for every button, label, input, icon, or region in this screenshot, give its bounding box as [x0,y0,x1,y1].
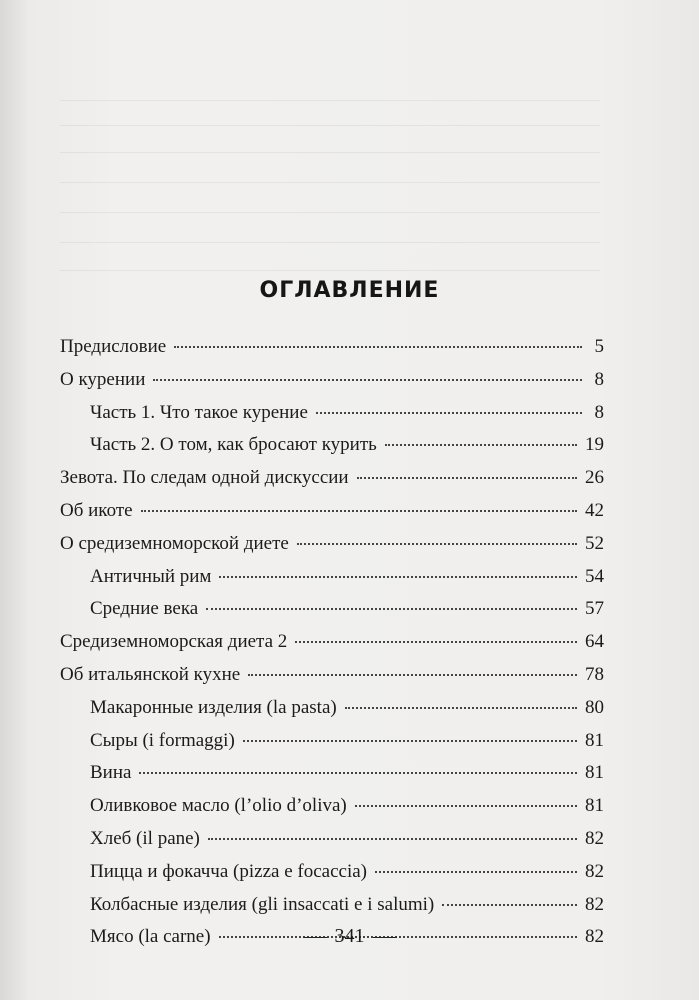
toc-entry-title: Часть 1. Что такое курение [90,401,308,423]
page-number: 341 [334,925,365,947]
toc-entry-page: 81 [585,729,604,751]
toc-leader-dots [442,904,577,906]
toc-leader-dots [297,543,577,545]
toc-entry-page: 8 [594,401,604,423]
toc-entry [60,790,604,823]
table-of-contents [60,331,604,954]
page-number-footer [0,925,699,948]
toc-entry-page: 64 [585,631,604,653]
toc-leader-dots [141,510,577,512]
toc-leader-dots [208,838,577,840]
toc-entry [60,593,604,626]
toc-entry-page: 8 [594,368,604,390]
toc-entry-page: 26 [585,467,604,489]
toc-leader-dots [153,379,582,381]
toc-entry-page: 82 [585,893,604,915]
toc-entry-title: Мясо (la carne) [90,926,211,948]
toc-entry [60,331,604,364]
toc-entry [60,889,604,922]
toc-entry-title: Средиземноморская диета 2 [60,631,288,653]
page-title: ОГЛАВЛЕНИЕ [259,278,440,303]
toc-entry-page: 5 [594,336,604,357]
toc-entry [60,626,604,659]
toc-leader-dots [139,772,577,774]
toc-entry-page: 81 [585,795,604,817]
toc-leader-dots [316,412,582,414]
toc-entry [60,725,604,758]
toc-entry-page: 78 [585,663,604,685]
toc-entry [60,495,604,528]
toc-entry-page: 54 [585,565,604,587]
toc-entry-page: 82 [585,827,604,849]
toc-entry-title: Оливковое масло (l’olio d’oliva) [90,795,347,817]
toc-entry [60,823,604,856]
toc-leader-dots [375,871,577,873]
toc-entry [60,561,604,594]
toc-leader-dots [174,346,582,348]
toc-entry [60,429,604,462]
toc-leader-dots [248,674,577,676]
toc-entry-title: Колбасные изделия (gli insaccati e i salumi) [90,893,435,915]
toc-entry-title: О курении [60,368,146,390]
toc-entry-title: Средние века [90,598,199,620]
toc-leader-dots [355,805,577,807]
toc-entry-title: О средиземноморской диете [60,532,289,554]
folio-dash-right [373,937,397,938]
toc-entry-title: Вина [90,762,132,784]
toc-entry [60,692,604,725]
toc-entry-page: 42 [585,499,604,521]
toc-leader-dots [295,641,577,643]
toc-entry [60,659,604,692]
toc-leader-dots [345,707,577,709]
toc-entry-title: Пицца и фокачча (pizza e focaccia) [90,860,367,882]
toc-entry-title: Об итальянской кухне [60,663,241,685]
toc-entry [60,462,604,495]
toc-leader-dots [206,608,577,610]
toc-entry [60,364,604,397]
toc-entry-title: Об икоте [60,499,133,521]
toc-entry-title: Макаронные изделия (la pasta) [90,696,337,718]
toc-leader-dots [357,477,577,479]
toc-entry-page: 80 [585,696,604,718]
toc-entry-title: Часть 2. О том, как бросают курить [90,434,377,456]
toc-entry-page: 82 [585,926,604,948]
toc-entry [60,528,604,561]
toc-entry-title: Предисловие [60,336,167,357]
toc-entry-page: 81 [585,762,604,784]
toc-entry-page: 82 [585,860,604,882]
toc-entry-title: Сыры (i formaggi) [90,729,235,751]
toc-entry [60,397,604,430]
toc-entry-title: Хлеб (il pane) [90,827,200,849]
toc-entry [60,856,604,889]
toc-entry-page: 57 [585,598,604,620]
toc-leader-dots [385,444,577,446]
toc-entry-title: Зевота. По следам одной дискуссии [60,467,349,489]
toc-leader-dots [243,740,577,742]
folio-dash-left [303,937,327,938]
toc-entry-page: 52 [585,532,604,554]
toc-entry-title: Античный рим [90,565,212,587]
toc-leader-dots [219,576,577,578]
toc-entry-page: 19 [585,434,604,456]
toc-entry [60,757,604,790]
